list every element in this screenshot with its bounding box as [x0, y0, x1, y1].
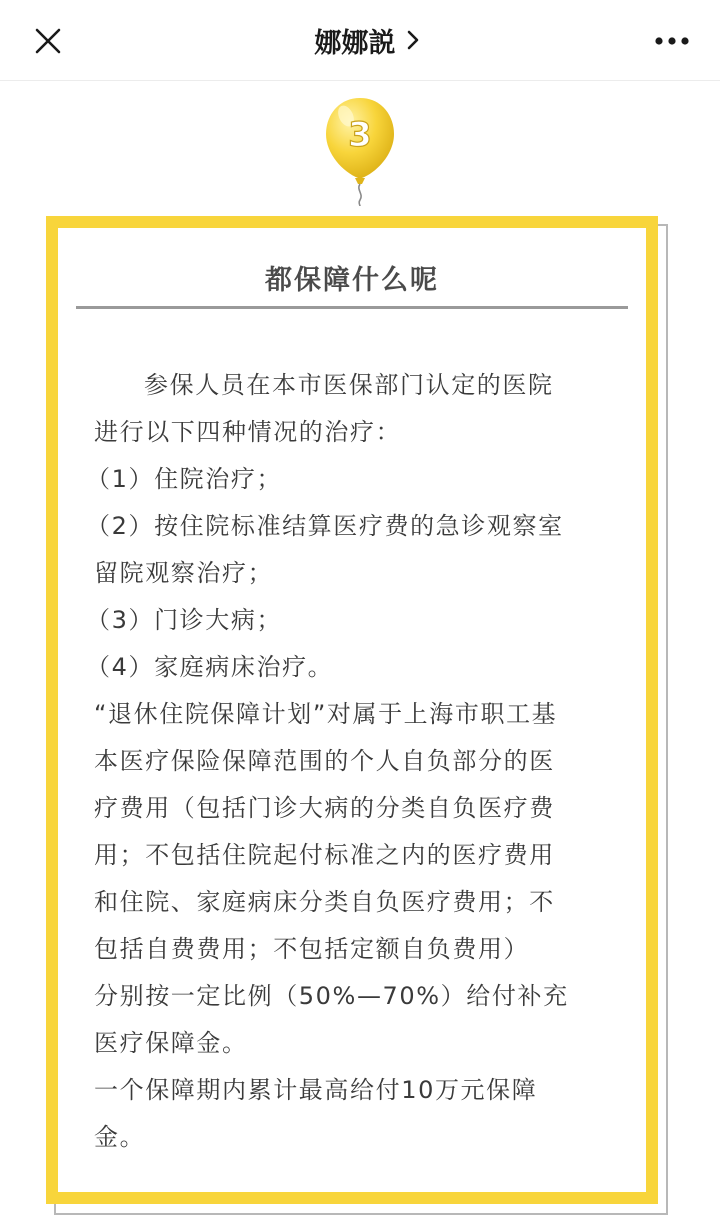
more-options-button[interactable] [646, 16, 698, 66]
more-dots-icon [654, 36, 690, 46]
text-line: 用；不包括住院起付标准之内的医疗费用 [94, 841, 555, 869]
text-line: 金。 [94, 1123, 146, 1151]
card-body-text [86, 362, 614, 1161]
text-line: （1）住院治疗； [86, 465, 283, 493]
text-line: 分别按一定比例（50%—70%）给付补充 [94, 982, 569, 1010]
top-navigation-bar [0, 0, 720, 81]
text-line: 一个保障期内累计最高给付10万元保障 [94, 1076, 538, 1104]
text-line: （2）按住院标准结算医疗费的急诊观察室 [86, 512, 564, 540]
text-line: 本医疗保险保障范围的个人自负部分的医 [94, 747, 555, 775]
chevron-right-icon [406, 29, 420, 51]
card-heading: 都保障什么呢 [265, 265, 439, 296]
balloon-number: 3 [348, 115, 372, 155]
text-line: 和住院、家庭病床分类自负医疗费用；不 [94, 888, 555, 916]
balloon-number-badge [322, 94, 398, 206]
text-line: 疗费用（包括门诊大病的分类自负医疗费 [94, 794, 555, 822]
text-line: 包括自费费用；不包括定额自负费用） [94, 935, 530, 963]
text-line: 进行以下四种情况的治疗： [94, 418, 402, 446]
text-line: （3）门诊大病； [86, 606, 283, 634]
account-title-link[interactable] [0, 0, 720, 80]
text-line: 医疗保障金。 [94, 1029, 248, 1057]
heading-divider [76, 306, 628, 309]
account-name: 娜娜説 [314, 27, 396, 59]
text-line: 参保人员在本市医保部门认定的医院 [144, 371, 554, 399]
text-line: 留院观察治疗； [94, 559, 274, 587]
text-line: （4）家庭病床治疗。 [86, 653, 334, 681]
text-line: “退休住院保障计划”对属于上海市职工基 [94, 700, 558, 728]
